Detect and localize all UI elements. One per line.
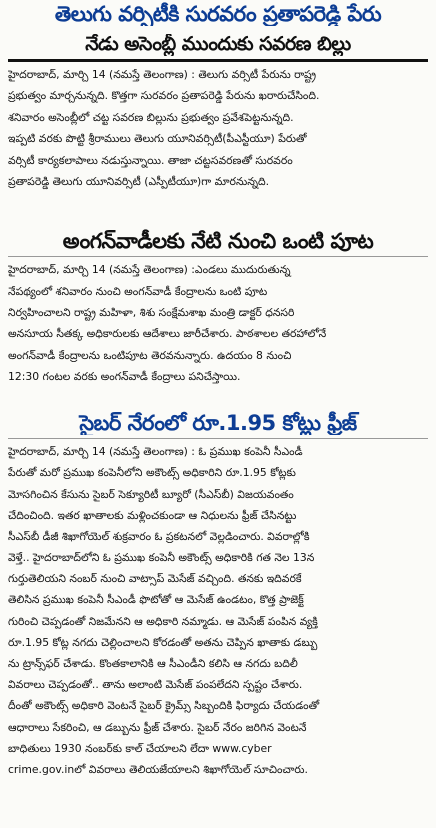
article2-headline: అంగన్‌వాడీలకు నేటి నుంచి ఒంటి పూట — [62, 229, 374, 253]
article-anganwadi — [8, 229, 428, 387]
article2-line: నిర్వహించాలని రాష్ట్ర మహిళా, శిశు సంక్షేమశాఖ మంత్రి డాక్టర్ ధనసరి — [8, 305, 295, 319]
article1-line: ఇప్పటి వరకు పొట్టి శ్రీరాములు తెలుగు యూనివర్సిటీ(పీఎస్టీయూ) పేరుతో — [8, 132, 307, 146]
article1-line: హైదరాబాద్, మార్చి 14 (నమస్తే తెలంగాణ) : తెలుగు వర్సిటీ పేరును రాష్ట్ర — [8, 67, 317, 81]
article1-line: ప్రతాపరెడ్డి తెలుగు యూనివర్సిటీ (ఎస్పీటీయూ)గా మారనున్నది. — [8, 174, 270, 188]
article3-divider — [8, 438, 428, 439]
article3-line: చేదించింది. ఇతర ఖాతాలకు మళ్లించకుండా ఆ నిధులను ఫ్రీజ్ చేసినట్టు — [8, 508, 297, 522]
article1-divider — [8, 59, 428, 62]
article3-line: గుర్తుతెలియని నంబర్ నుంచి వాట్సాప్ మెసేజ్ వచ్చింది. తనకు ఇదివరకే — [8, 572, 302, 586]
article3-line: మోసగించిన కేసును సైబర్ సెక్యూరిటీ బ్యూరో (సీఎస్‌బీ) విజయవంతం — [8, 487, 294, 501]
article3-line: crime.gov.inలో వివరాలు తెలియజేయాలని శిఖాగోయెల్ సూచించారు. — [8, 762, 308, 776]
article3-line: సీఎస్‌బీ డీజీ శిఖాగోయెల్ శుక్రవారం ఓ ప్రకటనలో వెల్లడించారు. వివరాల్లోకి — [8, 529, 310, 543]
article2-line: నేపథ్యంలో శనివారం నుంచి అంగన్‌వాడీ కేంద్రాలను ఒంటి పూట — [8, 284, 268, 298]
article2-line: 12:30 గంటల వరకు అంగన్‌వాడీ కేంద్రాలు పనిచేస్తాయి. — [8, 370, 241, 384]
article1-body — [8, 64, 428, 192]
article2-line: అనసూయ సీతక్క అధికారులకు ఆదేశాలు జారీచేశారు. పాఠశాలల తరహాలోనే — [8, 327, 327, 341]
article1-line: ప్రభుత్వం మార్చనున్నది. కొత్తగా సురవరం ప్రతాపరెడ్డి పేరును ఖరారుచేసింది. — [8, 89, 320, 103]
article3-line: రూ.1.95 కోట్ల నగదు చెల్లించాలని కోరడంతో అతను చెప్పిన ఖాతాకు డబ్బు — [8, 635, 318, 649]
article1-line: శనివారం అసెంబ్లీలో చట్ట సవరణ బిల్లును ప్రభుత్వం ప్రవేశపెట్టనున్నది. — [8, 110, 294, 124]
article3-line: పేరుతో మరో ప్రముఖ కంపెనీలోని అకౌంట్స్ అధికారిని రూ.1.95 కోట్లకు — [8, 466, 296, 480]
article3-body — [8, 441, 428, 780]
article3-line: బాధితులు 1930 నంబర్‌కు కాల్ చేయాలని లేదా www.cyber — [8, 741, 272, 755]
article3-line: వివరాలు చెప్పడంతో.. తాను అలాంటి మెసేజ్ పంపలేదని స్పష్టం చేశారు. — [8, 678, 303, 692]
article3-line: ఆధారాలు సేకరించి, ఆ డబ్బును ఫ్రీజ్ చేశారు. సైబర్ నేరం జరిగిన వెంటనే — [8, 720, 307, 734]
article2-line: హైదరాబాద్, మార్చి 14 (నమస్తే తెలంగాణ) :ఎండలు ముదురుతున్న — [8, 263, 291, 277]
article3-line: ను ట్రాన్స్‌ఫర్ చేశాడు. కొంతకాలానికి ఆ సీఎండీని కలిసి ఆ నగదు బదిలీ — [8, 657, 298, 671]
article1-line: వర్సిటీ కార్యకలాపాలు నడుస్తున్నాయి. తాజా చట్టసవరణతో సురవరం — [8, 153, 293, 167]
article3-line: తెలిసిన ప్రముఖ కంపెనీ సీఎండీ ఫొటోతో ఆ మెసేజ్ ఉండటం, కొత్త ప్రాజెక్ట్ — [8, 593, 304, 607]
article3-line: గురించి చెప్పడంతో నిజమేనని ఆ అధికారి నమ్మాడు. ఆ మెసేజ్ పంపిన వ్యక్తి — [8, 614, 318, 628]
article3-line: వెళ్తే.. హైదరాబాద్‌లోని ఓ ప్రముఖ కంపెనీ అకౌంట్స్ అధికారికి గత నెల 13న — [8, 551, 315, 565]
article2-body — [8, 259, 428, 387]
article-telugu-university — [8, 2, 428, 192]
article2-line: అంగన్‌వాడీ కేంద్రాలను ఒంటిపూట తెరవనున్నారు. ఉదయం 8 నుంచి — [8, 348, 292, 362]
article1-subheadline: నేడు అసెంబ్లీ ముందుకు సవరణ బిల్లు — [85, 34, 351, 56]
article3-line: దీంతో అకౌంట్స్ అధికారి వెంటనే సైబర్ క్రైమ్స్ సిబ్బందికి ఫిర్యాదు చేయడంతో — [8, 699, 320, 713]
article3-headline: సైబర్ నేరంలో రూ.1.95 కోట్లు ఫ్రీజ్ — [79, 411, 357, 435]
article2-divider — [8, 256, 428, 257]
article3-line: హైదరాబాద్, మార్చి 14 (నమస్తే తెలంగాణ) : ఓ ప్రముఖ కంపెనీ సీఎండీ — [8, 445, 303, 459]
article1-headline: తెలుగు వర్సిటీకి సురవరం ప్రతాపరెడ్డి పేరు — [54, 2, 382, 26]
article-cyber-crime — [8, 411, 428, 780]
